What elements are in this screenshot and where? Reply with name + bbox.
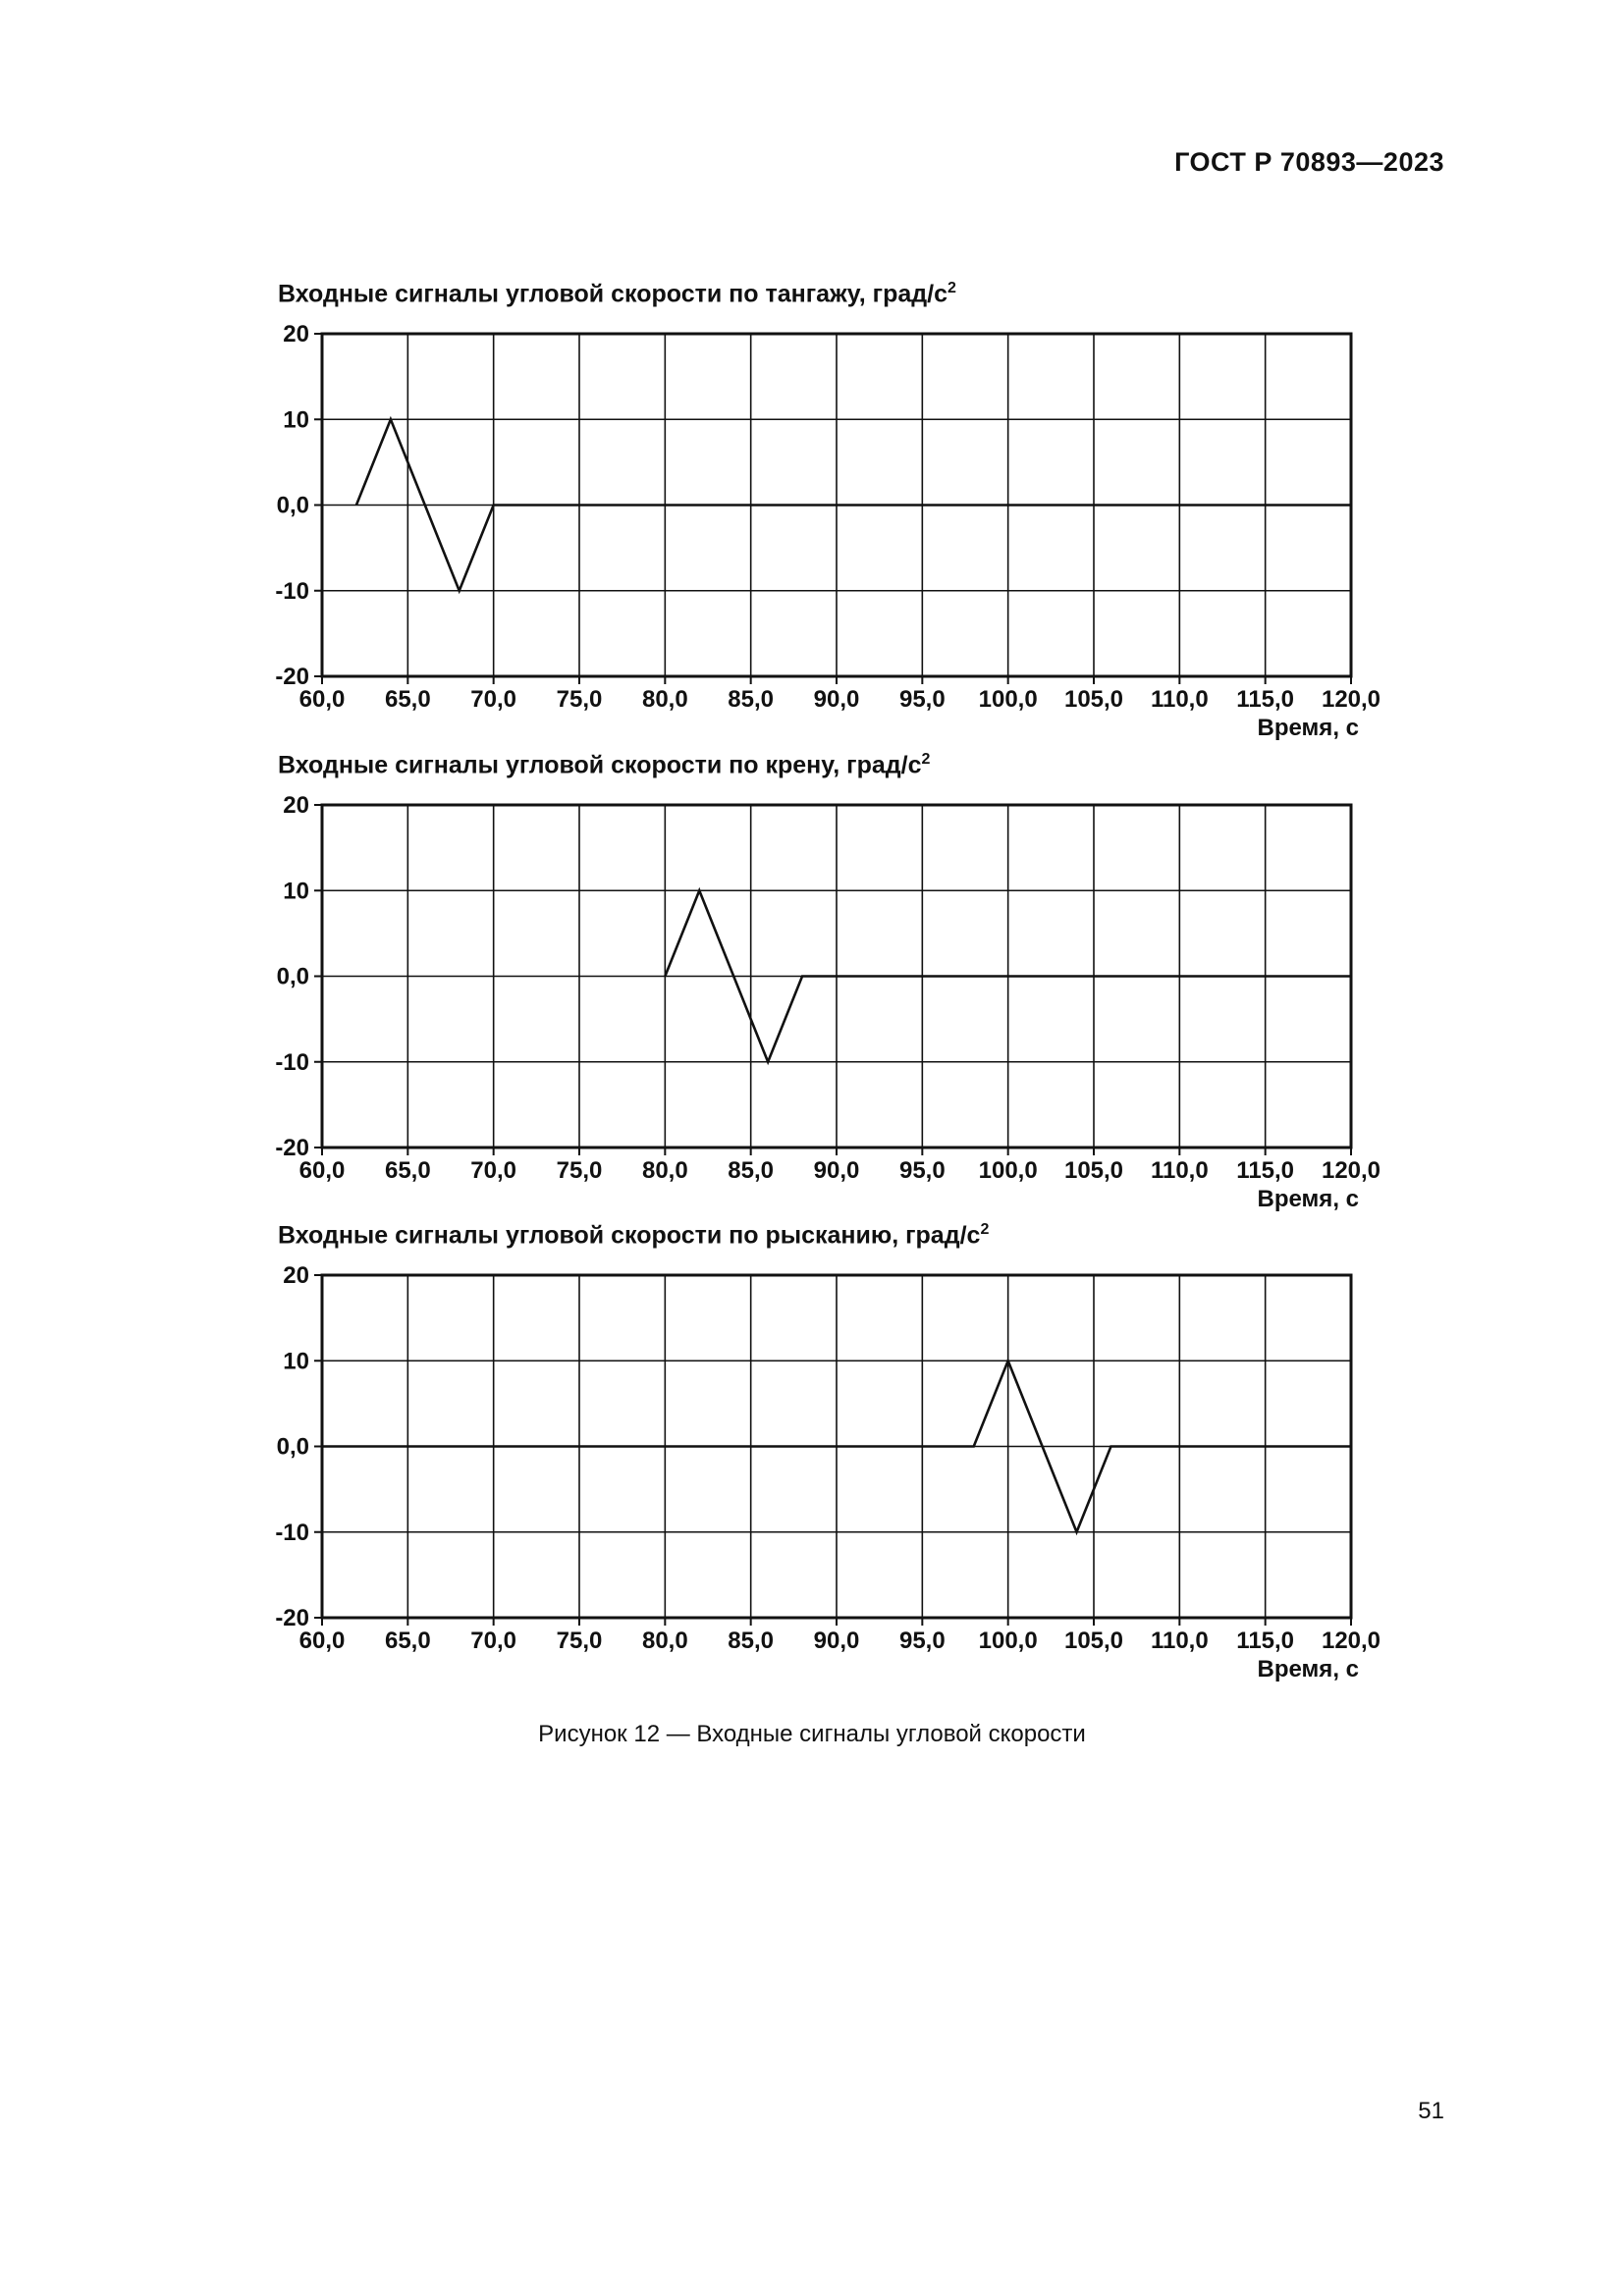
x-tick-label: 85,0 — [728, 1628, 775, 1654]
x-tick-label: 115,0 — [1236, 1628, 1295, 1654]
y-tick-label: -10 — [275, 1519, 309, 1546]
x-tick-label: 120,0 — [1321, 686, 1381, 713]
x-tick-label: 100,0 — [978, 1628, 1038, 1654]
x-tick-label: 75,0 — [556, 1628, 603, 1654]
chart-svg — [245, 751, 1381, 1217]
y-tick-label: 0,0 — [276, 492, 309, 519]
x-tick-label: 115,0 — [1236, 1157, 1295, 1184]
chart-title-text: Входные сигналы угловой скорости по тангажу, град/с — [278, 280, 947, 308]
x-tick-label: 90,0 — [813, 1157, 860, 1184]
y-tick-label: -20 — [275, 664, 309, 690]
x-tick-label: 120,0 — [1321, 1157, 1381, 1184]
document-code: ГОСТ Р 70893—2023 — [1174, 147, 1444, 177]
chart-yaw — [245, 1221, 1381, 1687]
chart-pitch — [245, 280, 1381, 746]
y-tick-label: -10 — [275, 1048, 309, 1076]
y-tick-label: 20 — [283, 1262, 309, 1289]
chart-roll — [245, 751, 1381, 1217]
x-tick-label: 90,0 — [813, 1628, 860, 1654]
x-tick-label: 95,0 — [898, 1157, 946, 1184]
y-tick-label: -20 — [275, 1605, 309, 1631]
x-tick-label: 70,0 — [470, 686, 517, 713]
x-tick-label: 115,0 — [1236, 686, 1295, 713]
y-tick-label: 10 — [283, 406, 309, 434]
y-tick-label: -10 — [275, 577, 309, 605]
x-tick-label: 65,0 — [384, 686, 431, 713]
chart-title-superscript: 2 — [980, 1221, 990, 1238]
y-tick-label: 10 — [283, 1348, 309, 1375]
x-tick-label: 95,0 — [898, 686, 946, 713]
x-tick-label: 65,0 — [384, 1157, 431, 1184]
x-tick-label: 65,0 — [384, 1628, 431, 1654]
x-axis-label: Время, с — [1257, 1656, 1359, 1682]
x-axis-label: Время, с — [1257, 715, 1359, 741]
x-tick-label: 90,0 — [813, 686, 860, 713]
x-tick-label: 60,0 — [298, 686, 346, 713]
x-tick-label: 105,0 — [1063, 686, 1124, 713]
x-tick-label: 70,0 — [470, 1628, 517, 1654]
y-tick-label: 20 — [283, 321, 309, 347]
x-tick-label: 60,0 — [298, 1628, 346, 1654]
x-tick-label: 80,0 — [641, 686, 688, 713]
y-tick-label: 0,0 — [276, 963, 309, 990]
y-tick-label: -20 — [275, 1135, 309, 1161]
x-tick-label: 105,0 — [1063, 1157, 1124, 1184]
chart-title-text: Входные сигналы угловой скорости по рысканию, град/с — [278, 1221, 981, 1250]
x-axis-label: Время, с — [1257, 1186, 1359, 1212]
x-tick-label: 100,0 — [978, 1157, 1038, 1184]
chart-title-superscript: 2 — [921, 751, 931, 768]
y-tick-label: 20 — [283, 792, 309, 819]
x-tick-label: 60,0 — [298, 1157, 346, 1184]
chart-title-superscript: 2 — [947, 280, 956, 296]
y-tick-label: 0,0 — [276, 1433, 309, 1461]
x-tick-label: 75,0 — [556, 1157, 603, 1184]
series-line — [356, 419, 1351, 591]
x-tick-label: 80,0 — [641, 1628, 688, 1654]
x-tick-label: 100,0 — [978, 686, 1038, 713]
x-tick-label: 110,0 — [1150, 1157, 1209, 1184]
x-tick-label: 110,0 — [1150, 686, 1209, 713]
x-tick-label: 85,0 — [728, 1157, 775, 1184]
chart-svg — [245, 1221, 1381, 1687]
chart-svg — [245, 280, 1381, 746]
x-tick-label: 85,0 — [728, 686, 775, 713]
figure-caption: Рисунок 12 — Входные сигналы угловой скорости — [538, 1721, 1086, 1747]
x-tick-label: 110,0 — [1150, 1628, 1209, 1654]
x-tick-label: 95,0 — [898, 1628, 946, 1654]
x-tick-label: 120,0 — [1321, 1628, 1381, 1654]
x-tick-label: 105,0 — [1063, 1628, 1124, 1654]
x-tick-label: 70,0 — [470, 1157, 517, 1184]
x-tick-label: 80,0 — [641, 1157, 688, 1184]
chart-title-text: Входные сигналы угловой скорости по крену, град/с — [278, 751, 922, 779]
page-number: 51 — [1418, 2098, 1444, 2124]
y-tick-label: 10 — [283, 878, 309, 905]
x-tick-label: 75,0 — [556, 686, 603, 713]
